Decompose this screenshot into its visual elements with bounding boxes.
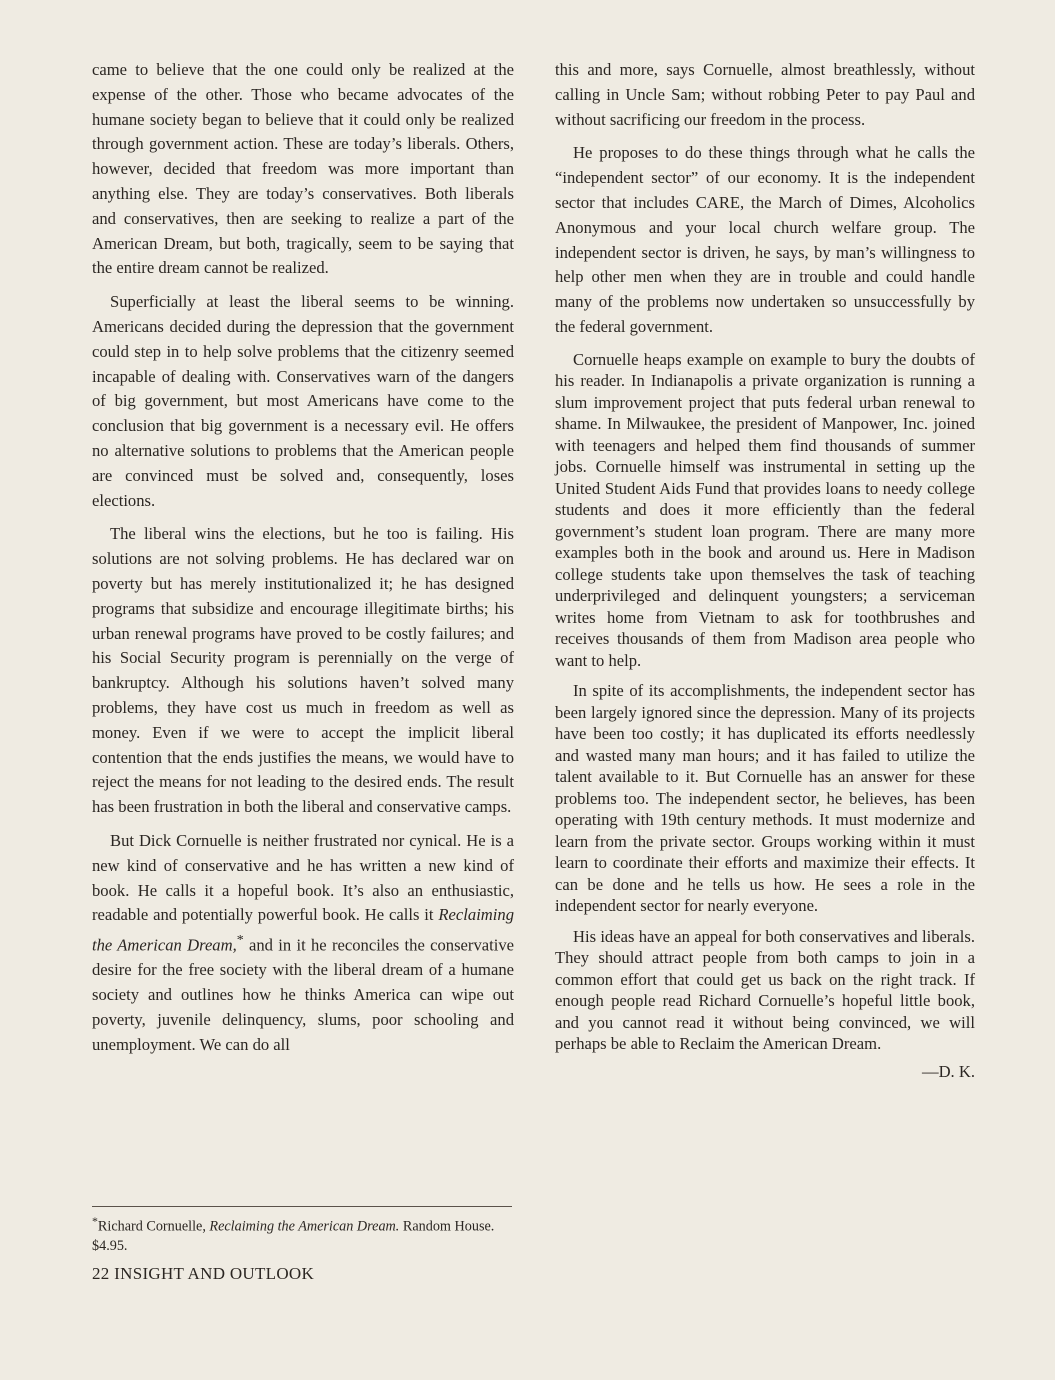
footnote-book-title: Reclaiming the American Dream. <box>209 1218 400 1235</box>
right-paragraph-1: this and more, says Cornuelle, almost breathlessly, without calling in Uncle Sam; without robbing Peter to pay Paul and without sacrificing our freedom in the process. <box>555 60 975 129</box>
author-signature: —D. K. <box>921 1061 975 1081</box>
right-paragraph-5: His ideas have an appeal for both conservatives and liberals. They should attract people from both camps to join in a common effort that could get us back on the right track. If enough people read Richard Cornuelle’s hopeful little book, and you cannot read it without being convinced, we will perhaps be able to Reclaim the American Dream. <box>555 926 975 1054</box>
right-paragraph-2: He proposes to do these things through what he calls the “independent sector” of our economy. It is the independent sector that includes CARE, the March of Dimes, Alcoholics Anonymous and your local church welfare group. The independent sector is driven, he says, by man’s willingness to help other men when they are in trouble and could handle many of the problems now undertaken so unsuccessfully by the federal government. <box>555 143 975 336</box>
page-folio: 22 INSIGHT AND OUTLOOK <box>92 1264 315 1283</box>
left-column <box>92 58 514 1067</box>
footnote-author: Richard Cornuelle, <box>97 1218 210 1235</box>
paragraph-text-after-title: and in it he reconciles the conservative desire for the free society with the liberal dream of a humane society and outlines how he thinks America can wipe out poverty, juvenile delinquency, slums, poor schooling and unemployment. We can do all <box>92 935 514 1054</box>
footnote-marker: * <box>236 932 244 948</box>
footnote <box>92 1212 522 1256</box>
right-paragraph-3: Cornuelle heaps example on example to bury the doubts of his reader. In Indianapolis a private organization is running a slum improvement project that puts federal urban renewal to shame. In Milwaukee, the president of Manpower, Inc. joined with teenagers and helped them find thousands of summer jobs. Cornuelle himself was instrumental in setting up the United Student Aids Fund that provides loans to needy college students and does it more efficiently than the federal government’s student loan program. There are many more examples both in the book and around us. Here in Madison college students take upon themselves the task of teaching underprivileged and delinquent youngsters; a serviceman writes home from Vietnam to ask for toothbrushes and receives thousands of them from Madison area people who want to help. <box>555 349 975 670</box>
footnote-publisher: Random House. $4.95. <box>92 1218 495 1254</box>
right-paragraph-4: In spite of its accomplishments, the independent sector has been largely ignored since the depression. Many of its projects have been too costly; it has duplicated its efforts needlessly and wasted many man hours; and it has failed to utilize the talent available to it. But Cornuelle has an answer for these problems too. The independent sector, he believes, has been operating with 19th century methods. It must modernize and learn from the private sector. Groups working within it must learn to coordinate their efforts and maximize their effects. It can be done and he tells us how. He sees a role in the independent sector for nearly everyone. <box>555 681 975 916</box>
left-paragraph-3: The liberal wins the elections, but he too is failing. His solutions are not solving problems. He has declared war on poverty but has merely institutionalized it; he has designed programs that subsidize and encourage illegitimate births; his urban renewal programs have proved to be costly failures; and his Social Security program is perennially on the verge of bankruptcy. Although his solutions haven’t solved many problems, they have cost us much in freedom as well as money. Even if we were to accept the implicit liberal contention that the ends justifies the means, we would have to reject the means for not leading to the desired ends. The result has been frustration in both the liberal and conservative camps. <box>92 524 514 817</box>
left-paragraph-4 <box>92 829 514 1058</box>
paragraph-text-before-title: But Dick Cornuelle is neither frustrated nor cynical. He is a new kind of conservative and he has written a new kind of book. He calls it a hopeful book. It’s also an enthusiastic, readable and potentially powerful book. He calls it <box>92 830 514 925</box>
left-paragraph-2: Superficially at least the liberal seems to be winning. Americans decided during the depression that the government could step in to help solve problems that the citizenry seemed incapable of dealing with. Conservatives warn of the dangers of big government, but most Americans have come to the conclusion that big government is a necessary evil. He offers no alternative solutions to problems that the American people are convinced must be solved and, consequently, loses elections. <box>92 292 514 510</box>
footnote-divider <box>92 1206 512 1207</box>
footnote-marker-ref: * <box>92 1214 98 1228</box>
book-title: Reclaiming the American Dream, <box>92 905 514 955</box>
right-column <box>555 58 975 1085</box>
left-paragraph-1: came to believe that the one could only be realized at the expense of the other. Those who became advocates of the humane society began to believe that it could only be realized through government action. These are today’s liberals. Others, however, decided that freedom was more important than anything else. They are today’s conservatives. Both liberals and conservatives, then are seeking to realize a part of the American Dream, but both, tragically, seem to be saying that the entire dream cannot be realized. <box>92 60 514 278</box>
